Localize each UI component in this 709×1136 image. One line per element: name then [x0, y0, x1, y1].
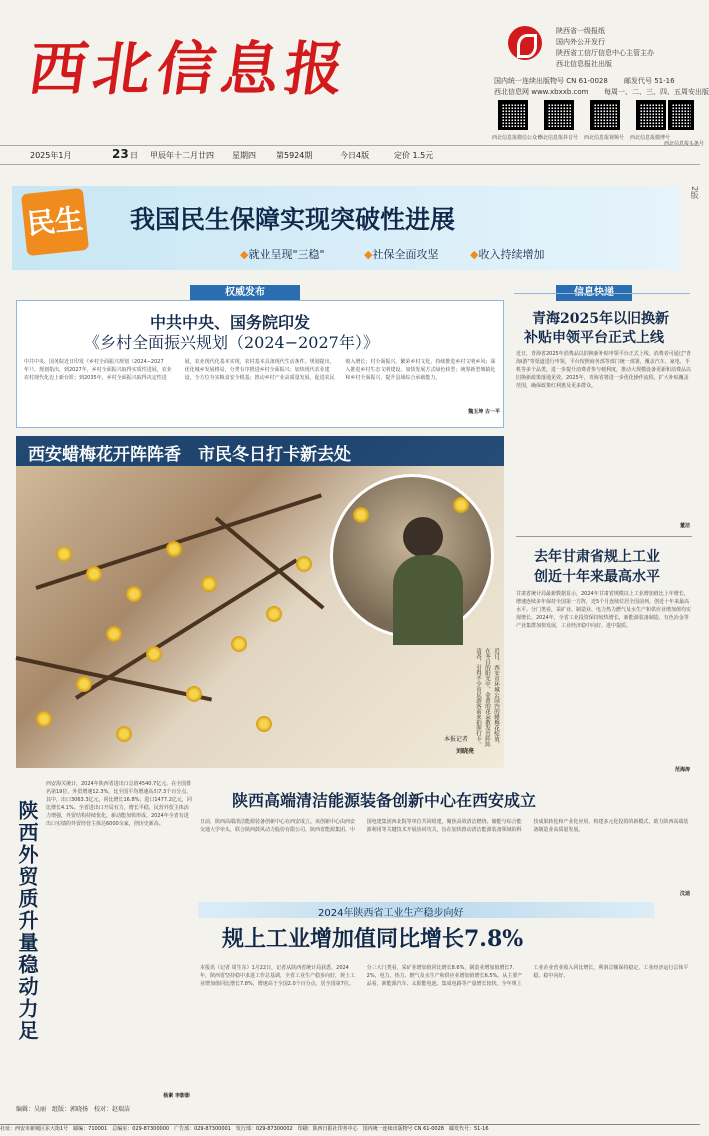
trade-byline: 杨素 李影影	[163, 1093, 190, 1099]
trade-body: 西安海关统计，2024年陕西省进出口总值4540.7亿元，在全国排名第19位，外贸增速12.3%，比全国平均增速高出7.3个百分点。其中，出口3063.3亿元，同比增长16.8%；进口1477.2亿元，同比增长4.1%。全省进出口开局有力，增长平稳，民营外贸主体活力增强，外贸结构持续优化，新动能加快形成。2024年全省有进出口实绩的外贸经营主体达6000余家，创历史新高。	[46, 781, 192, 827]
post-code: 邮发代号 51-16	[624, 77, 675, 85]
date-day-label: 日	[130, 151, 138, 160]
gansu-byline: 范海涛	[674, 767, 690, 773]
date-day: 23	[112, 147, 129, 161]
flower	[126, 586, 142, 602]
weekday: 星期四	[232, 151, 256, 160]
release-body: 中共中央、国务院近日印发《乡村全面振兴规划（2024−2027年）》。规划指出，到2027年，乡村全面振兴取得实质性进展，农业农村现代化迈上新台阶；到2035年，乡村全面振兴取得决定性进展，农业现代化基本实现，农村基本具备现代生活条件。规划提出，优化城乡发展格局，分类有序推进乡村全面振兴；加快现代农业建设，全方位夯实粮食安全根基；推动乡村产业高质量发展，促进农民收入增长；村全面振兴，繁荣乡村文化，持续推进乡村文明乡风；深入推进乡村生态文明建设，加快发展方式绿色转型；统筹新型城镇化和乡村全面振兴，提升县域综合承载能力。	[24, 359, 496, 381]
flower	[146, 646, 162, 662]
banner-sub-1: ◆就业呈现"三稳"	[240, 248, 325, 261]
flower	[296, 556, 312, 572]
release-title-2[interactable]: 《乡村全面振兴规划（2024−2027年）》	[84, 333, 379, 352]
qr-caption: 西北信息报视频号	[584, 135, 625, 141]
flower	[166, 541, 182, 557]
banner-sub-2: ◆社保全面攻坚	[364, 248, 439, 261]
gansu-title-1[interactable]: 去年甘肃省规上工业	[534, 549, 660, 565]
flower	[266, 606, 282, 622]
innovation-title[interactable]: 陕西高端清洁能源装备创新中心在西安成立	[232, 791, 537, 810]
qinghai-byline: 董洁	[679, 523, 690, 529]
qinghai-title-1[interactable]: 青海2025年以旧换新	[532, 311, 669, 327]
website-link[interactable]: 西北信息网 www.xbxxb.com	[494, 88, 589, 96]
cn-number: 国内统一连续出版物号 CN 61-0028	[494, 77, 608, 85]
release-title-1[interactable]: 中共中央、国务院印发	[150, 313, 311, 332]
flower	[231, 636, 247, 652]
flower	[86, 566, 102, 582]
qr-code-icon	[498, 100, 528, 130]
qr-code-icon	[636, 100, 666, 130]
qr-caption: 西北信息报微博号	[630, 135, 671, 141]
flower	[116, 726, 132, 742]
innovation-byline: 汶迪	[679, 891, 690, 897]
flower	[56, 546, 72, 562]
person-head	[403, 517, 443, 557]
gansu-body: 甘肃省统计局最新数据显示，2024年甘肃省规模以上工业增加值比上年增长，增速连续多年保持全国第一方阵，近5个月连续位居全国前列，创近十年来最高水平。分门类看，采矿业、制造业、电力热力燃气及水生产和供应业增加值均实现增长。2024年，全省工业投资保持较快增长，新能源装备制造、有色冶金等产业集群加快发展，工业经济稳中向好、进中提质。	[516, 591, 692, 629]
innovation-body: 日前，陕西高端清洁能源装备创新中心在西安成立。该创新中心由西安交通大学牵头，联合陕西鼓风动力股份有限公司、陕西省能源集团、中国电建集团西北院等单位共同组建，聚焦高效清洁燃烧、储能与综合能源利用等关键技术开展协同攻关，旨在加快推动清洁能源装备领域的科技成果转化和产业化应用，构建多元化投资的新模式，助力陕西高端装备制造业高质量发展。	[200, 819, 689, 833]
newspaper-logo-icon	[508, 26, 542, 60]
photo-credit: 本报记者	[444, 736, 469, 743]
photo-caption: 近日，西安市环城公园内的蜡梅花绽放，在冬日的阳光中，金黄的花朵散发出阵阵清香，引得不少市民游客前来拍照打卡。	[475, 648, 499, 747]
industry-subtitle: 2024年陕西省工业生产稳步向好	[318, 908, 464, 919]
flower	[353, 507, 369, 523]
qr-caption: 西北信息报抖音号	[538, 135, 579, 141]
dateline-bar	[0, 145, 700, 165]
page-count: 今日4版	[340, 151, 370, 160]
page-reference: 2版	[690, 186, 699, 200]
flower	[186, 686, 202, 702]
industry-title[interactable]: 规上工业增加值同比增长7.8%	[222, 926, 524, 952]
masthead-title: 西北信息报	[24, 35, 355, 103]
branch	[16, 656, 212, 701]
photo-heading[interactable]: 西安蜡梅花开阵阵香 市民冬日打卡新去处	[28, 445, 351, 465]
qr-caption: 西北信息报微信公众号	[492, 135, 543, 141]
qr-caption: 西北信息报头条号	[664, 141, 705, 147]
flower	[453, 497, 469, 513]
masthead-line-3: 陕西省工信厅信息中心主管主办	[556, 49, 654, 57]
footer-info: 社址：西安市新城区东大街1号 邮编：710001 总编室：029-87300000 广告部：029-87300001 发行部：029-87300002 印刷：陕西日报社印务中心 国内统一连续出版物号 CN 61-0028 邮发代号：51-16	[0, 1124, 700, 1136]
flower	[106, 626, 122, 642]
qr-code-icon	[668, 100, 694, 130]
lunar-date: 甲辰年十二月廿四	[150, 151, 214, 160]
photographer-inset	[330, 474, 494, 638]
qr-code-icon	[590, 100, 620, 130]
release-tag: 权威发布	[190, 285, 300, 301]
trade-title[interactable]: 陕西外贸质升量稳动力足	[15, 800, 39, 1042]
date-month: 2025年1月	[30, 151, 72, 160]
issue-number: 第5924期	[276, 151, 313, 160]
masthead-line-2: 国内外公开发行	[556, 38, 605, 46]
banner-headline[interactable]: 我国民生保障实现突破性进展	[130, 205, 456, 234]
flower	[201, 576, 217, 592]
qinghai-body: 近日，青海省2025年消费品以旧换新补贴申领平台正式上线。消费者可通过"青海i游"等渠道进行申领，平台按照商务部等部门统一部署，覆盖汽车、家电、手机等多个品类，进一步提升消费者参与便利度，推动大规模设备更新和消费品以旧换新政策落地见效。2025年，青海省将进一步优化操作流程，扩大补贴覆盖范围，确保政策红利惠及更多群众。	[516, 351, 692, 389]
release-byline: 魏玉坤 古一平	[468, 409, 500, 415]
flower	[256, 716, 272, 732]
livelihood-badge: 民生	[21, 188, 89, 256]
photographer-name: 刘晓亮	[456, 748, 475, 755]
person-body	[393, 555, 463, 645]
express-rule	[514, 293, 690, 294]
editor-line: 编辑：吴丽 组版：郭晓扬 校对：赵瑞洁	[16, 1106, 131, 1113]
masthead-line-1: 陕西省一级报纸	[556, 27, 605, 35]
issue-schedule: 每周一、二、三、四、五周安出版	[604, 88, 709, 96]
banner-sub-3: ◆收入持续增加	[470, 248, 545, 261]
price: 定价 1.5元	[394, 151, 434, 160]
qr-code-icon	[544, 100, 574, 130]
qinghai-title-2[interactable]: 补贴申领平台正式上线	[524, 330, 664, 346]
section-divider	[516, 536, 692, 537]
flower	[36, 711, 52, 727]
gansu-title-2[interactable]: 创近十年来最高水平	[534, 569, 660, 585]
industry-body: 本报讯（记者 周生东）1月22日，记者从陕西省统计局获悉，2024年，陕西省坚持稳中求进工作总基调，全省工业生产稳步向好，规上工业增加值同比增长7.8%，增速高于全国2.0个百分点，居全国第7位。分三大门类看，采矿业增加值同比增长8.6%，制造业增加值增长7.2%，电力、热力、燃气及水生产和供应业增加值增长6.5%。从主要产品看，新能源汽车、太阳能电池、集成电路等产量增长较快。全年规上工业企业营业收入同比增长，利润总额保持稳定，工业经济运行总体平稳、稳中向好。	[200, 965, 689, 987]
flower	[76, 676, 92, 692]
masthead-line-4: 西北信息报社出版	[556, 60, 612, 68]
